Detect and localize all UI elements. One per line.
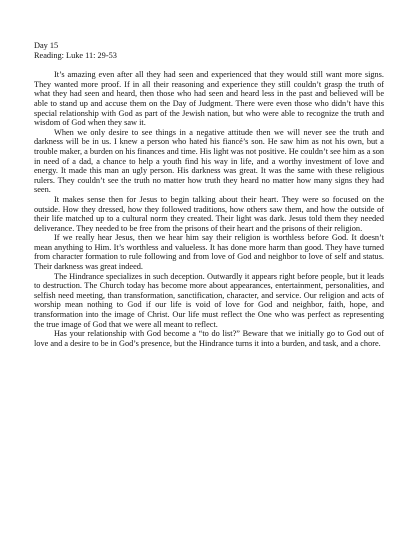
- paragraph: When we only desire to see things in a negative attitude then we will never see the truth and darkness will be in us. I knew a person who hated his fiancé’s son. He saw him as not his own, but a trouble maker, a burden on his finances and time. His light was not positive. He couldn’t see him as a son in need of a dad, a chance to help a youth find his way in life, and a worthy investment of love and energy. It made this man an ugly person. His darkness was great. It was the same with these religious rulers. They couldn’t see the truth no matter how truth they heard no matter how many signs they had seen.: [34, 127, 384, 195]
- day-label: Day 15: [34, 41, 59, 50]
- paragraph: The Hindrance specializes in such deception. Outwardly it appears right before people, but it leads to destruction. The Church today has become more about appearances, entertainment, personalities, and selfish need meeting, than transformation, sanctification, character, and service. Our religion and acts of worship mean nothing to God if our life is void of love for God and neighbor, faith, hope, and transformation into the image of Christ. Our life must reflect the One who was perfect as representing the true image of God that we were all meant to reflect.: [34, 271, 384, 329]
- reading-reference: Reading: Luke 11: 29-53: [34, 50, 117, 60]
- paragraph: If we really hear Jesus, then we hear him say their religion is worthless before God. It doesn’t mean anything to Him. It’s worthless and valueless. It has done more harm than good. They have turned from character formation to rule following and from love of God and neighbor to love of self and status. Their darkness was great indeed.: [34, 233, 384, 272]
- document-body: [34, 70, 384, 348]
- paragraph: It’s amazing even after all they had seen and experienced that they would still want more signs. They wanted more proof. If in all their reasoning and experience they still couldn’t grasp the truth of what they had seen and heard, then those who had seen and heard less in the past and believed will be able to stand up and accuse them on the Day of Judgment. There were even those who didn’t have this special relationship with God as part of the Jewish nation, but who were able to recognize the truth and wisdom of God when they saw it.: [34, 70, 384, 128]
- paragraph: Has your relationship with God become a “to do list?” Beware that we initially go to God out of love and a desire to be in God’s presence, but the Hindrance turns it into a burden, and task, and a chore.: [34, 329, 384, 348]
- document-header: [34, 41, 384, 60]
- paragraph: It makes sense then for Jesus to begin talking about their heart. They were so focused on the outside. How they dressed, how they followed traditions, how others saw them, and how the outside of their life matched up to a cultural norm they created. Their light was dark. Jesus told them they needed deliverance. They needed to be free from the prisons of their heart and the prisons of their religion.: [34, 194, 384, 233]
